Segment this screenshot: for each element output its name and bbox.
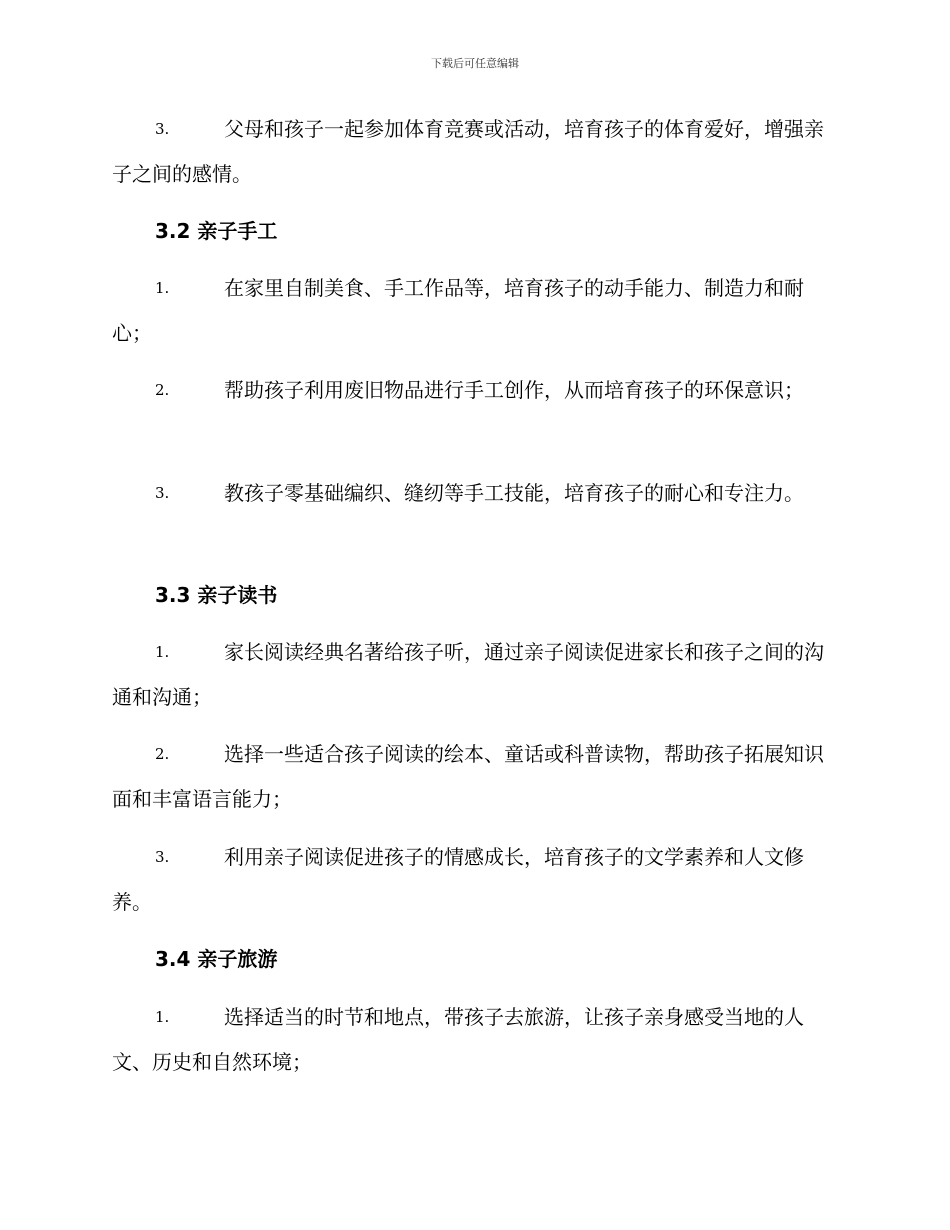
list-item xyxy=(112,732,834,822)
list-number: 3. xyxy=(155,120,170,138)
section-heading: 3.4 亲子旅游 xyxy=(155,947,278,971)
list-text: 选择一些适合孩子阅读的绘本、童话或科普读物，帮助孩子拓展知识面和丰富语言能力； xyxy=(112,742,824,811)
list-number: 1. xyxy=(155,1008,170,1026)
list-number: 1. xyxy=(155,279,170,297)
section-heading: 3.3 亲子读书 xyxy=(155,583,278,607)
list-text: 利用亲子阅读促进孩子的情感成长，培育孩子的文学素养和人文修养。 xyxy=(112,845,804,914)
list-number: 2. xyxy=(155,381,170,399)
section-heading: 3.2 亲子手工 xyxy=(155,219,278,243)
list-text: 在家里自制美食、手工作品等，培育孩子的动手能力、制造力和耐心； xyxy=(112,276,804,345)
list-text: 父母和孩子一起参加体育竞赛或活动，培育孩子的体育爱好，增强亲子之间的感情。 xyxy=(112,117,824,186)
list-item xyxy=(112,630,834,720)
list-text: 家长阅读经典名著给孩子听，通过亲子阅读促进家长和孩子之间的沟通和沟通； xyxy=(112,640,824,709)
list-text: 选择适当的时节和地点，带孩子去旅游，让孩子亲身感受当地的人文、历史和自然环境； xyxy=(112,1005,804,1074)
list-item xyxy=(112,107,834,197)
list-item xyxy=(112,266,834,356)
list-number: 3. xyxy=(155,848,170,866)
list-text: 教孩子零基础编织、缝纫等手工技能，培育孩子的耐心和专注力。 xyxy=(224,481,804,505)
list-item xyxy=(112,835,834,925)
list-number: 2. xyxy=(155,745,170,763)
list-item xyxy=(112,995,834,1085)
list-number: 3. xyxy=(155,484,170,502)
list-text: 帮助孩子利用废旧物品进行手工创作，从而培育孩子的环保意识； xyxy=(224,378,804,402)
list-item xyxy=(112,471,834,516)
list-number: 1. xyxy=(155,643,170,661)
list-item xyxy=(112,368,834,413)
page-header: 下载后可任意编辑 xyxy=(431,57,519,70)
